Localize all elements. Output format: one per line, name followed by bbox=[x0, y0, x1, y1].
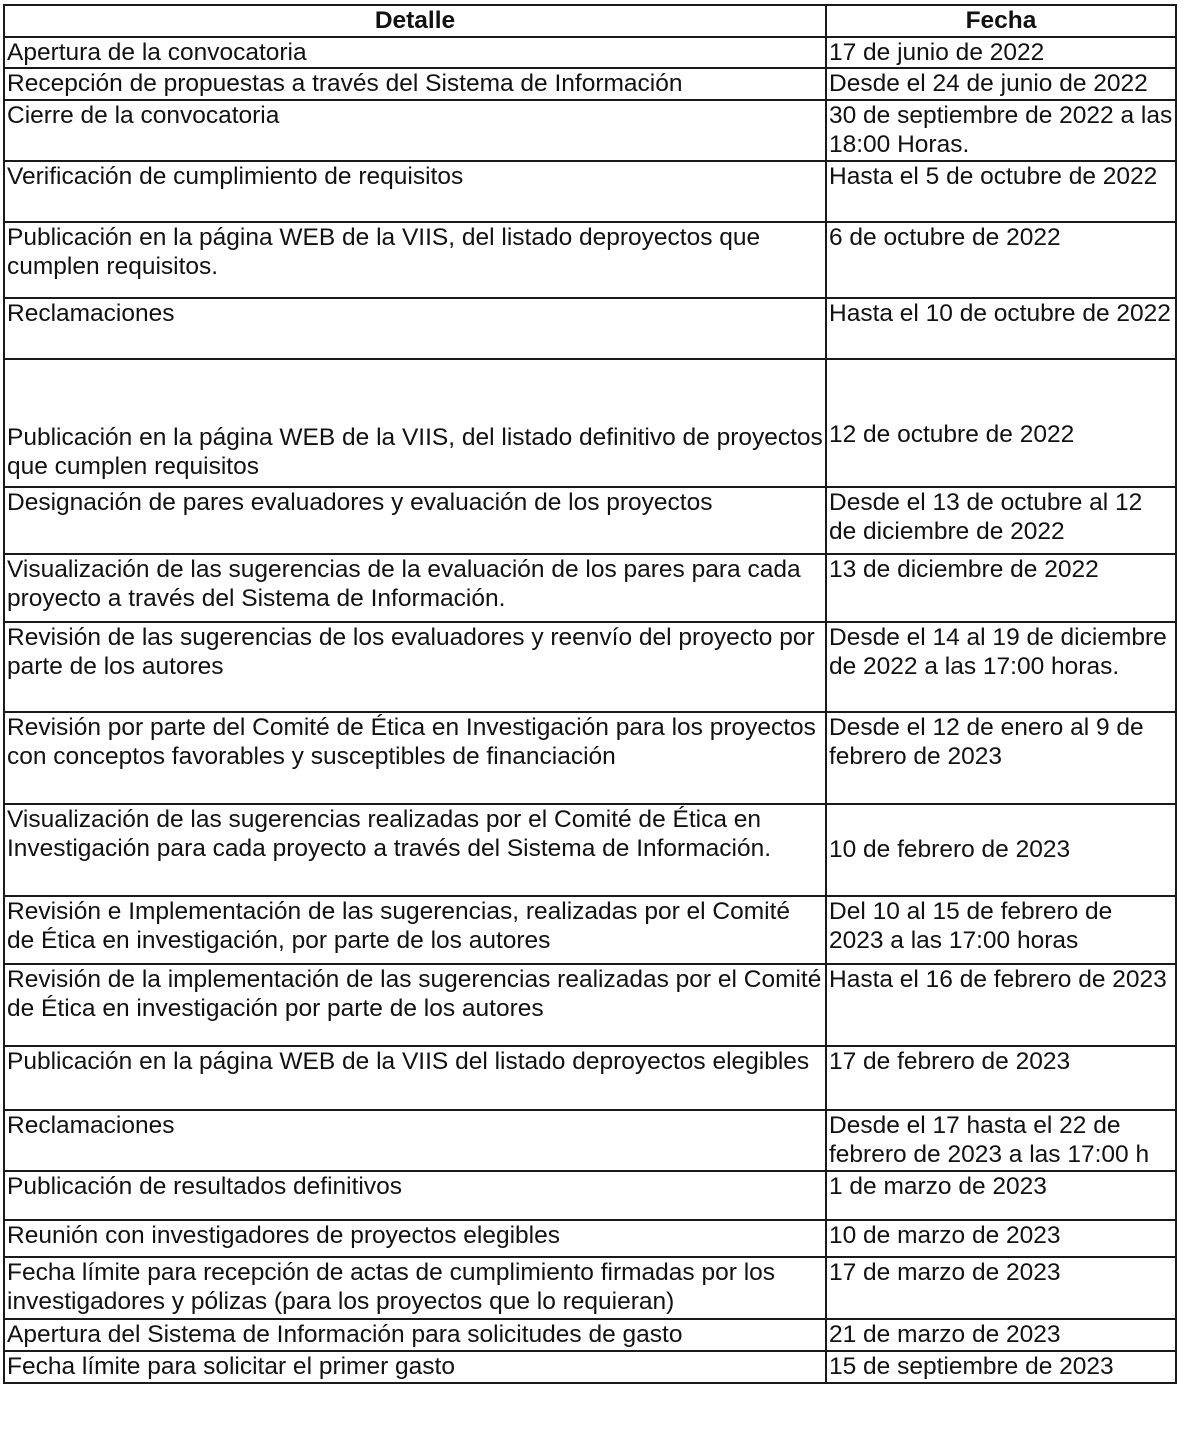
row-detail: Revisión de las sugerencias de los evaluadores y reenvío del proyecto por parte de los autores bbox=[4, 622, 826, 712]
row-date: 21 de marzo de 2023 bbox=[826, 1319, 1176, 1351]
row-date: Desde el 14 al 19 de diciembre de 2022 a las 17:00 horas. bbox=[826, 622, 1176, 712]
row-date: 17 de febrero de 2023 bbox=[826, 1046, 1176, 1110]
row-detail: Visualización de las sugerencias de la evaluación de los pares para cada proyecto a través del Sistema de Información. bbox=[4, 554, 826, 622]
table-row bbox=[4, 37, 1176, 69]
row-detail: Revisión de la implementación de las sugerencias realizadas por el Comité de Ética en investigación por parte de los autores bbox=[4, 964, 826, 1046]
row-detail: Apertura de la convocatoria bbox=[4, 37, 826, 69]
header-detail: Detalle bbox=[4, 5, 826, 37]
row-detail: Apertura del Sistema de Información para solicitudes de gasto bbox=[4, 1319, 826, 1351]
header-date: Fecha bbox=[826, 5, 1176, 37]
table-row bbox=[4, 964, 1176, 1046]
row-date: Del 10 al 15 de febrero de 2023 a las 17:00 horas bbox=[826, 896, 1176, 964]
schedule-table bbox=[3, 4, 1177, 1384]
row-date: 17 de junio de 2022 bbox=[826, 37, 1176, 69]
table-row bbox=[4, 1319, 1176, 1351]
row-date: Hasta el 16 de febrero de 2023 bbox=[826, 964, 1176, 1046]
table-row bbox=[4, 1220, 1176, 1257]
row-date: Hasta el 10 de octubre de 2022 bbox=[826, 298, 1176, 359]
table-row bbox=[4, 161, 1176, 222]
row-date: 10 de marzo de 2023 bbox=[826, 1220, 1176, 1257]
row-detail: Visualización de las sugerencias realizadas por el Comité de Ética en Investigación para cada proyecto a través del Sistema de Información. bbox=[4, 804, 826, 896]
row-detail: Fecha límite para solicitar el primer gasto bbox=[4, 1351, 826, 1383]
table-row bbox=[4, 1171, 1176, 1220]
table-row bbox=[4, 896, 1176, 964]
row-date: 17 de marzo de 2023 bbox=[826, 1257, 1176, 1319]
table-row bbox=[4, 622, 1176, 712]
row-date: 15 de septiembre de 2023 bbox=[826, 1351, 1176, 1383]
row-detail: Publicación en la página WEB de la VIIS, del listado definitivo de proyectos que cumplen requisitos bbox=[4, 359, 826, 487]
row-date: 30 de septiembre de 2022 a las 18:00 Horas. bbox=[826, 100, 1176, 161]
table-row bbox=[4, 100, 1176, 161]
row-date: Desde el 24 de junio de 2022 bbox=[826, 68, 1176, 100]
table-row bbox=[4, 298, 1176, 359]
row-detail: Reunión con investigadores de proyectos elegibles bbox=[4, 1220, 826, 1257]
table-row bbox=[4, 68, 1176, 100]
row-detail: Reclamaciones bbox=[4, 298, 826, 359]
table-row bbox=[4, 804, 1176, 896]
row-detail: Publicación de resultados definitivos bbox=[4, 1171, 826, 1220]
row-detail: Revisión e Implementación de las sugerencias, realizadas por el Comité de Ética en investigación, por parte de los autores bbox=[4, 896, 826, 964]
row-date: 13 de diciembre de 2022 bbox=[826, 554, 1176, 622]
row-detail: Verificación de cumplimiento de requisitos bbox=[4, 161, 826, 222]
row-detail: Recepción de propuestas a través del Sistema de Información bbox=[4, 68, 826, 100]
table-row bbox=[4, 1257, 1176, 1319]
table-row bbox=[4, 487, 1176, 554]
row-detail: Cierre de la convocatoria bbox=[4, 100, 826, 161]
row-detail: Reclamaciones bbox=[4, 1110, 826, 1171]
table-row bbox=[4, 1110, 1176, 1171]
table-row bbox=[4, 712, 1176, 804]
row-date: 1 de marzo de 2023 bbox=[826, 1171, 1176, 1220]
row-date: 12 de octubre de 2022 bbox=[826, 359, 1176, 487]
table-row bbox=[4, 1351, 1176, 1383]
row-date: 6 de octubre de 2022 bbox=[826, 222, 1176, 298]
row-date: Desde el 13 de octubre al 12 de diciembre de 2022 bbox=[826, 487, 1176, 554]
table-row bbox=[4, 1046, 1176, 1110]
table-row bbox=[4, 554, 1176, 622]
row-detail: Revisión por parte del Comité de Ética en Investigación para los proyectos con conceptos favorables y susceptibles de financiación bbox=[4, 712, 826, 804]
row-date: Hasta el 5 de octubre de 2022 bbox=[826, 161, 1176, 222]
row-detail: Publicación en la página WEB de la VIIS, del listado deproyectos que cumplen requisitos. bbox=[4, 222, 826, 298]
row-date: Desde el 17 hasta el 22 de febrero de 2023 a las 17:00 h bbox=[826, 1110, 1176, 1171]
table-row bbox=[4, 359, 1176, 487]
table-header-row bbox=[4, 5, 1176, 37]
row-date: 10 de febrero de 2023 bbox=[826, 804, 1176, 896]
row-detail: Publicación en la página WEB de la VIIS del listado deproyectos elegibles bbox=[4, 1046, 826, 1110]
row-detail: Fecha límite para recepción de actas de cumplimiento firmadas por los investigadores y pólizas (para los proyectos que lo requieran) bbox=[4, 1257, 826, 1319]
row-detail: Designación de pares evaluadores y evaluación de los proyectos bbox=[4, 487, 826, 554]
table-row bbox=[4, 222, 1176, 298]
row-date: Desde el 12 de enero al 9 de febrero de 2023 bbox=[826, 712, 1176, 804]
